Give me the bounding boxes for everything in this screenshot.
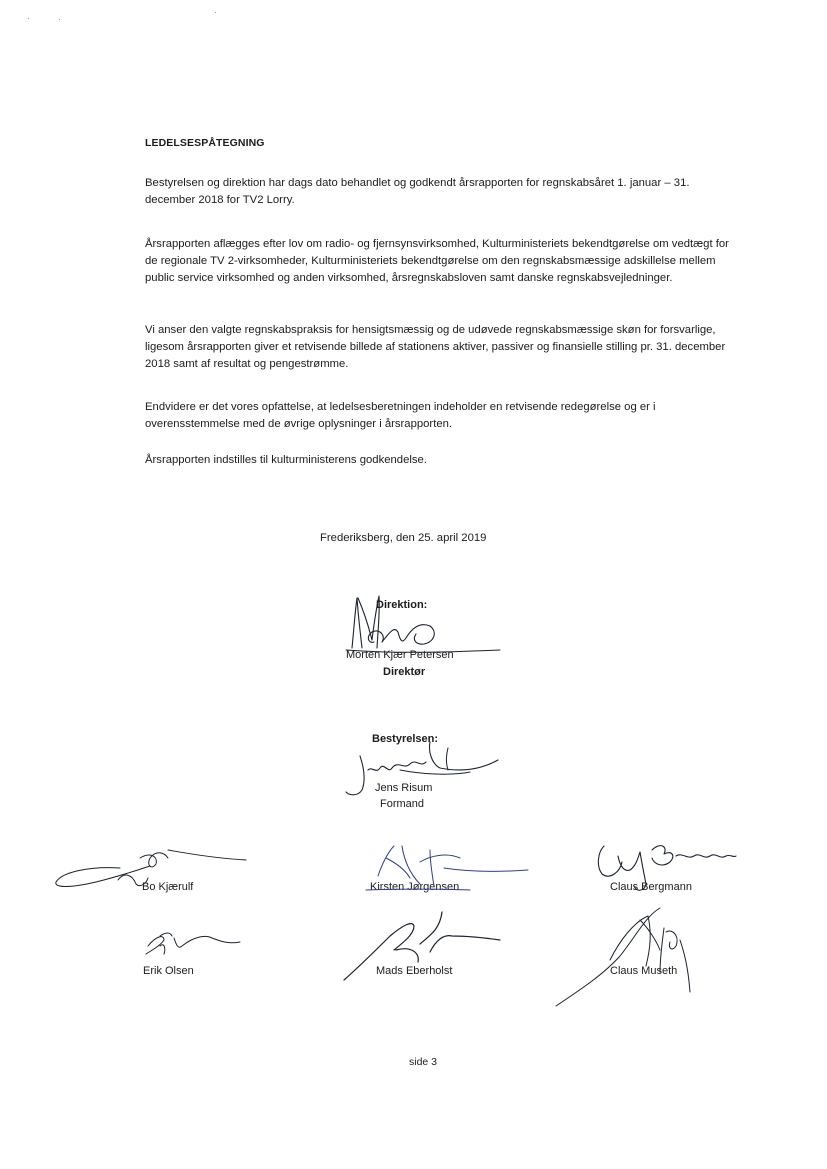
- paragraph-legal-basis: Årsrapporten aflægges efter lov om radio- og fjernsynsvirksomhed, Kulturministeriets bekendtgørelse om vedtægt for de regionale TV 2-virksomheder, Kulturministeriets bekendtgørelse om den regnskabsmæssige adskillelse mellem public service virksomhed og anden virksomhed, årsregnskabsloven samt danske regnskabsvejledninger.: [145, 238, 729, 284]
- signature-erik-olsen: [146, 933, 240, 954]
- scan-speck: [215, 12, 216, 13]
- chair-name: Jens Risum: [375, 782, 433, 794]
- member-name: Claus Bergmann: [610, 881, 692, 893]
- section-heading: LEDELSESPÅTEGNING: [145, 137, 265, 149]
- member-name: Mads Eberholst: [376, 965, 453, 977]
- scan-speck: [28, 18, 29, 19]
- direktion-title: Direktør: [383, 666, 426, 678]
- paragraph-recommendation: Årsrapporten indstilles til kulturministerens godkendelse.: [145, 454, 427, 466]
- scan-speck: [59, 19, 60, 20]
- paragraph-accounting-practice: Vi anser den valgte regnskabspraksis for hensigtsmæssig og de udøvede regnskabsmæssige skøn for forsvarlige, ligesom årsrapporten giver et retvisende billede af stationens aktiver, passiver og finansielle stilling pr. 31. december 2018 samt af resultat og pengestrømme.: [145, 324, 726, 370]
- bestyrelsen-label: Bestyrelsen:: [372, 733, 439, 745]
- member-name: Erik Olsen: [143, 965, 194, 977]
- direktion-label: Direktion:: [376, 599, 428, 611]
- paragraph-management-review: Endvidere er det vores opfattelse, at ledelsesberetningen indeholder en retvisende redegørelse og er i overensstemmelse med de øvrige oplysninger i årsrapporten.: [145, 401, 656, 430]
- place-and-date: Frederiksberg, den 25. april 2019: [320, 532, 487, 544]
- member-name: Bo Kjærulf: [142, 881, 194, 893]
- chair-title: Formand: [380, 798, 425, 810]
- member-name: Claus Museth: [610, 965, 678, 977]
- page-number: side 3: [409, 1056, 438, 1068]
- member-name: Kirsten Jørgensen: [370, 881, 460, 893]
- paragraph-approval: Bestyrelsen og direktion har dags dato behandlet og godkendt årsrapporten for regnskabsåret 1. januar – 31. december 2018 for TV2 Lorry.: [145, 177, 690, 206]
- direktion-name: Morten Kjær Petersen: [346, 649, 454, 661]
- signature-claus-museth: [556, 908, 690, 1006]
